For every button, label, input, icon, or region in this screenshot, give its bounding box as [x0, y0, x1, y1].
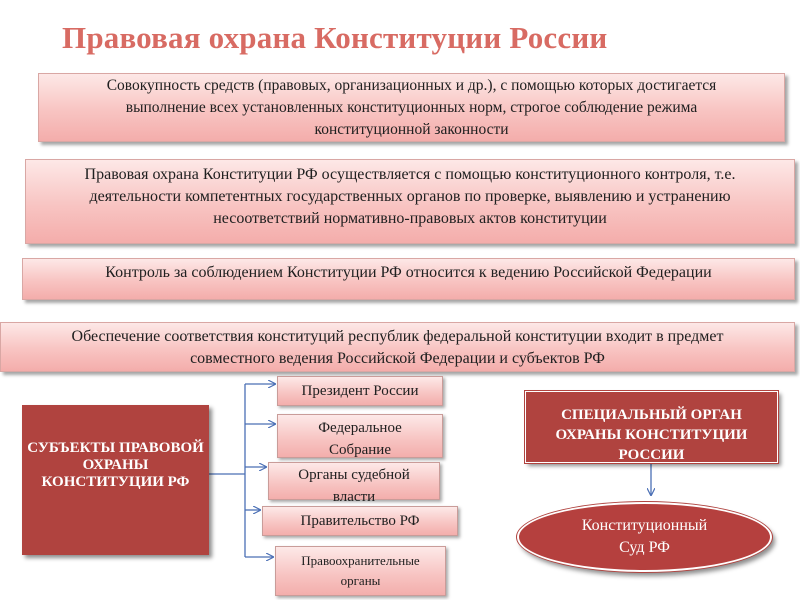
subject-item-label: Правоохранительные: [301, 553, 420, 568]
court-label-line: Конституционный: [581, 517, 708, 534]
subject-item-label: власти: [332, 489, 376, 505]
court-label-line: Суд РФ: [619, 539, 670, 556]
subject-item-label: Органы судебной: [298, 467, 410, 483]
control-line: Правовая охрана Конституции РФ осуществляется с помощью конституционного контроля, т.е.: [84, 166, 736, 183]
subjects-label-line: КОНСТИТУЦИИ РФ: [41, 474, 190, 490]
special-body-line: СПЕЦИАЛЬНЫЙ ОРГАН: [561, 407, 742, 423]
special-body-box: [525, 391, 778, 463]
subject-item-law-enforcement: [275, 546, 446, 596]
subjects-box: [22, 405, 209, 555]
definition-line: Совокупность средств (правовых, организационных и др.), с помощью которых достигается: [106, 77, 717, 94]
subject-item-label: органы: [340, 573, 381, 588]
subject-item-government: [262, 506, 458, 536]
joint-jurisdiction-box: [0, 322, 795, 372]
subject-item-president: [277, 376, 443, 406]
definition-line: конституционной законности: [314, 121, 509, 138]
jurisdiction-line: Контроль за соблюдением Конституции РФ относится к ведению Российской Федерации: [105, 264, 712, 281]
subject-item-label: Федеральное: [318, 420, 402, 436]
definition-line: выполнение всех установленных конституционных норм, строгое соблюдение режима: [125, 99, 698, 116]
subject-item-label: Собрание: [328, 442, 391, 458]
joint-line: совместного ведения Российской Федерации и субъектов РФ: [190, 350, 605, 367]
subject-item-federal-assembly: [277, 414, 443, 458]
subjects-label-line: СУБЪЕКТЫ ПРАВОВОЙ: [27, 440, 204, 456]
subjects-label-line: ОХРАНЫ: [82, 457, 149, 473]
constitutional-court-ellipse: [517, 502, 772, 572]
federal-jurisdiction-box: [22, 258, 795, 300]
subject-item-label: Президент России: [301, 383, 419, 399]
special-body-line: ОХРАНЫ КОНСТИТУЦИИ: [555, 427, 748, 443]
subject-item-judicial: [268, 462, 440, 505]
joint-line: Обеспечение соответствия конституций республик федеральной конституции входит в предмет: [71, 328, 724, 345]
constitutional-control-box: [25, 159, 795, 244]
definition-box: [38, 73, 785, 142]
subject-item-label: Правительство РФ: [300, 513, 420, 529]
special-body-line: РОССИИ: [618, 447, 685, 463]
control-line: деятельности компетентных государственных органов по проверке, выявлению и устранению: [89, 188, 731, 205]
control-line: несоответствий нормативно-правовых актов конституции: [213, 210, 607, 227]
page-title: Правовая охрана Конституции России: [62, 20, 608, 55]
